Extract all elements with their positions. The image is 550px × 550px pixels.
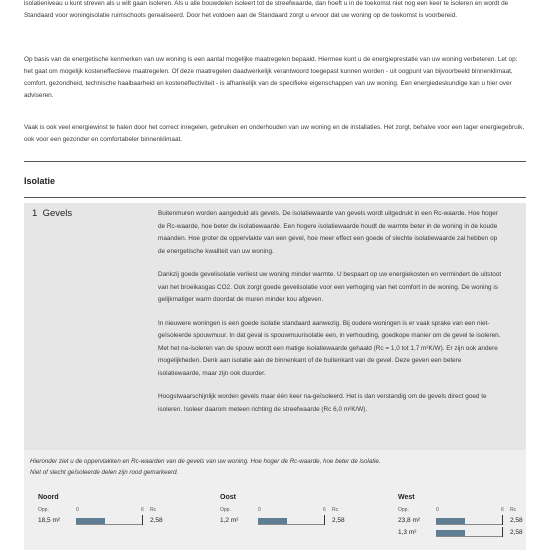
- scale-max-label: 6: [501, 507, 504, 513]
- target-tick: [502, 527, 503, 537]
- area-value: 1,3 m²: [398, 529, 417, 536]
- section-divider: [24, 161, 526, 162]
- target-tick: [502, 515, 503, 525]
- bar-row: [38, 515, 188, 527]
- gevels-paragraph-3: In nieuwere woningen is een goede isolatie standaard aanwezig. Bij oudere woningen is er vaak sprake van een niet-geïsoleerde spouwmuur. In dat geval is spouwmuurisolatie een, in verhouding, goedkope manier om de gevel te isoleren. Met het na-isoleren van de spouw wordt een matige isolatiewaarde gehaald (Rc = 1,0 tot 1,7 m²K/W). Er zijn ook andere mogelijkheden. Denk aan isolatie aan de binnenkant of de buitenkant van de gevel. Deze geven een betere isolatiewaarde, maar zijn ook duurder.: [158, 319, 501, 377]
- rc-value: 2,58: [510, 517, 523, 524]
- bar-track: [76, 517, 143, 525]
- rc-value: 2,58: [150, 517, 163, 524]
- scale-r-label: Rc: [510, 507, 517, 513]
- legend-text: [30, 456, 510, 478]
- gevels-section: [24, 203, 526, 450]
- gevels-paragraph-4: Hoogstwaarschijnlijk worden gevels maar één keer na-geïsoleerd. Het is dan verstandig om de gevels direct goed te isoleren. Isoleer daarom meteen richting de streefwaarde (Rc 6,0 m²K/W).: [158, 393, 487, 413]
- rc-bar: [436, 518, 465, 524]
- group-title: Oost: [220, 494, 236, 501]
- group-oost: [220, 494, 370, 527]
- bar-row: [398, 527, 548, 539]
- group-west: [398, 494, 548, 539]
- bar-row: [220, 515, 370, 527]
- bar-track: [258, 517, 325, 525]
- scale-opp-label: Opp.: [398, 507, 409, 513]
- legend-line-2: Niet of slecht geïsoleerde delen zijn rood gemarkeerd.: [30, 469, 179, 476]
- group-noord: [38, 494, 188, 527]
- gevels-body: [158, 208, 503, 427]
- bar-baseline: [258, 524, 325, 525]
- legend-line-1: Hieronder ziet u de oppervlakken en Rc-waarden van de gevels van uw woning. Hoe hoger de Rc-waarde, hoe beter de isolatie.: [30, 458, 381, 465]
- scale-opp-label: Opp.: [220, 507, 231, 513]
- bar-baseline: [436, 536, 503, 537]
- scale-r-label: Rc: [150, 507, 157, 513]
- gevels-heading: [32, 208, 72, 219]
- bar-track: [436, 529, 503, 537]
- gevels-paragraph-2: Dankzij goede gevelisolatie verliest uw woning minder warmte. U bespaart op uw energiekosten en vermindert de uitstoot van het broeikasgas CO2. Ook zorgt goede gevelisolatie voor een verhoging van het comfort in de woning. De woning is gelijkmatiger warm doordat de muren minder kou afgeven.: [158, 271, 502, 303]
- rc-value: 2,58: [510, 529, 523, 536]
- rc-bar: [436, 530, 465, 536]
- scale-min-label: 0: [436, 507, 439, 513]
- scale-row: [220, 507, 370, 515]
- scale-min-label: 0: [258, 507, 261, 513]
- bar-track: [436, 517, 503, 525]
- bar-baseline: [76, 524, 143, 525]
- scale-row: [398, 507, 548, 515]
- target-tick: [142, 515, 143, 525]
- area-value: 18,5 m²: [38, 517, 61, 524]
- target-tick: [324, 515, 325, 525]
- area-value: 23,8 m²: [398, 517, 421, 524]
- gevels-overview: [24, 450, 526, 550]
- scale-min-label: 0: [76, 507, 79, 513]
- rc-value: 2,58: [332, 517, 345, 524]
- intro-paragraph-2: Op basis van de energetische kenmerken van uw woning is een aantal mogelijke maatregelen bepaald. Hiermee kunt u de energieprestatie van uw woning verbeteren. Let op: het gaat om mogelijk kosteneffectieve maatregelen. Of deze maatregelen daadwerkelijk verantwoord toegepast kunnen worden - uit oogpunt van bijvoorbeeld binnenklimaat, comfort, gezondheid, technische haalbaarheid en kosteneffectiviteit - is afhankelijk van de specifieke eigenschappen van uw woning. Een energiedeskundige kan u hier over adviseren.: [24, 56, 518, 99]
- gevels-title: Gevels: [42, 208, 73, 219]
- scale-r-label: Rc: [332, 507, 339, 513]
- gevels-paragraph-1: Buitenmuren worden aangeduid als gevels. De isolatiewaarde van gevels wordt uitgedrukt in een Rc-waarde. Hoe hoger de Rc-waarde, hoe beter de isolatiewaarde. Een hogere isolatiewaarde houdt de warmte beter in de woning in de koude maanden. Hoe groter de oppervlakte van een gevel, hoe meer effect een goede of slechte isolatiewaarde zal hebben op de energetische kwaliteit van uw woning.: [158, 210, 498, 255]
- section-title: Isolatie: [24, 176, 56, 186]
- rc-bar: [258, 518, 287, 524]
- bar-row: [398, 515, 548, 527]
- rc-bar: [76, 518, 105, 524]
- group-title: West: [398, 494, 415, 501]
- intro-paragraph-1: isolatieniveau u kunt streven als u wilt gaan isoleren. Als u alle bouwdelen isoleert tot de streefwaarde, dan hoeft u in de toekomst niet nog een keer te isoleren en wordt de Standaard voor woningisolatie ruimschoots gerealiseerd. Door het voldoen aan de Standaard zorgt u ervoor dat uw woning op de toekomst is voorbereid.: [24, 0, 509, 19]
- group-title: Noord: [38, 494, 59, 501]
- scale-row: [38, 507, 188, 515]
- section-title-underline: [24, 197, 526, 198]
- scale-max-label: 6: [323, 507, 326, 513]
- intro-paragraph-3: Vaak is ook veel energiewinst te halen door het correct inregelen, gebruiken en onderhouden van uw woning en de installaties. Het zorgt, behalve voor een lager energiegebruik, ook voor een gezonder en comfortabeler binnenklimaat.: [24, 124, 525, 143]
- area-value: 1,2 m²: [220, 517, 239, 524]
- bar-baseline: [436, 524, 503, 525]
- scale-opp-label: Opp.: [38, 507, 49, 513]
- scale-max-label: 6: [141, 507, 144, 513]
- gevels-number: 1: [32, 208, 38, 219]
